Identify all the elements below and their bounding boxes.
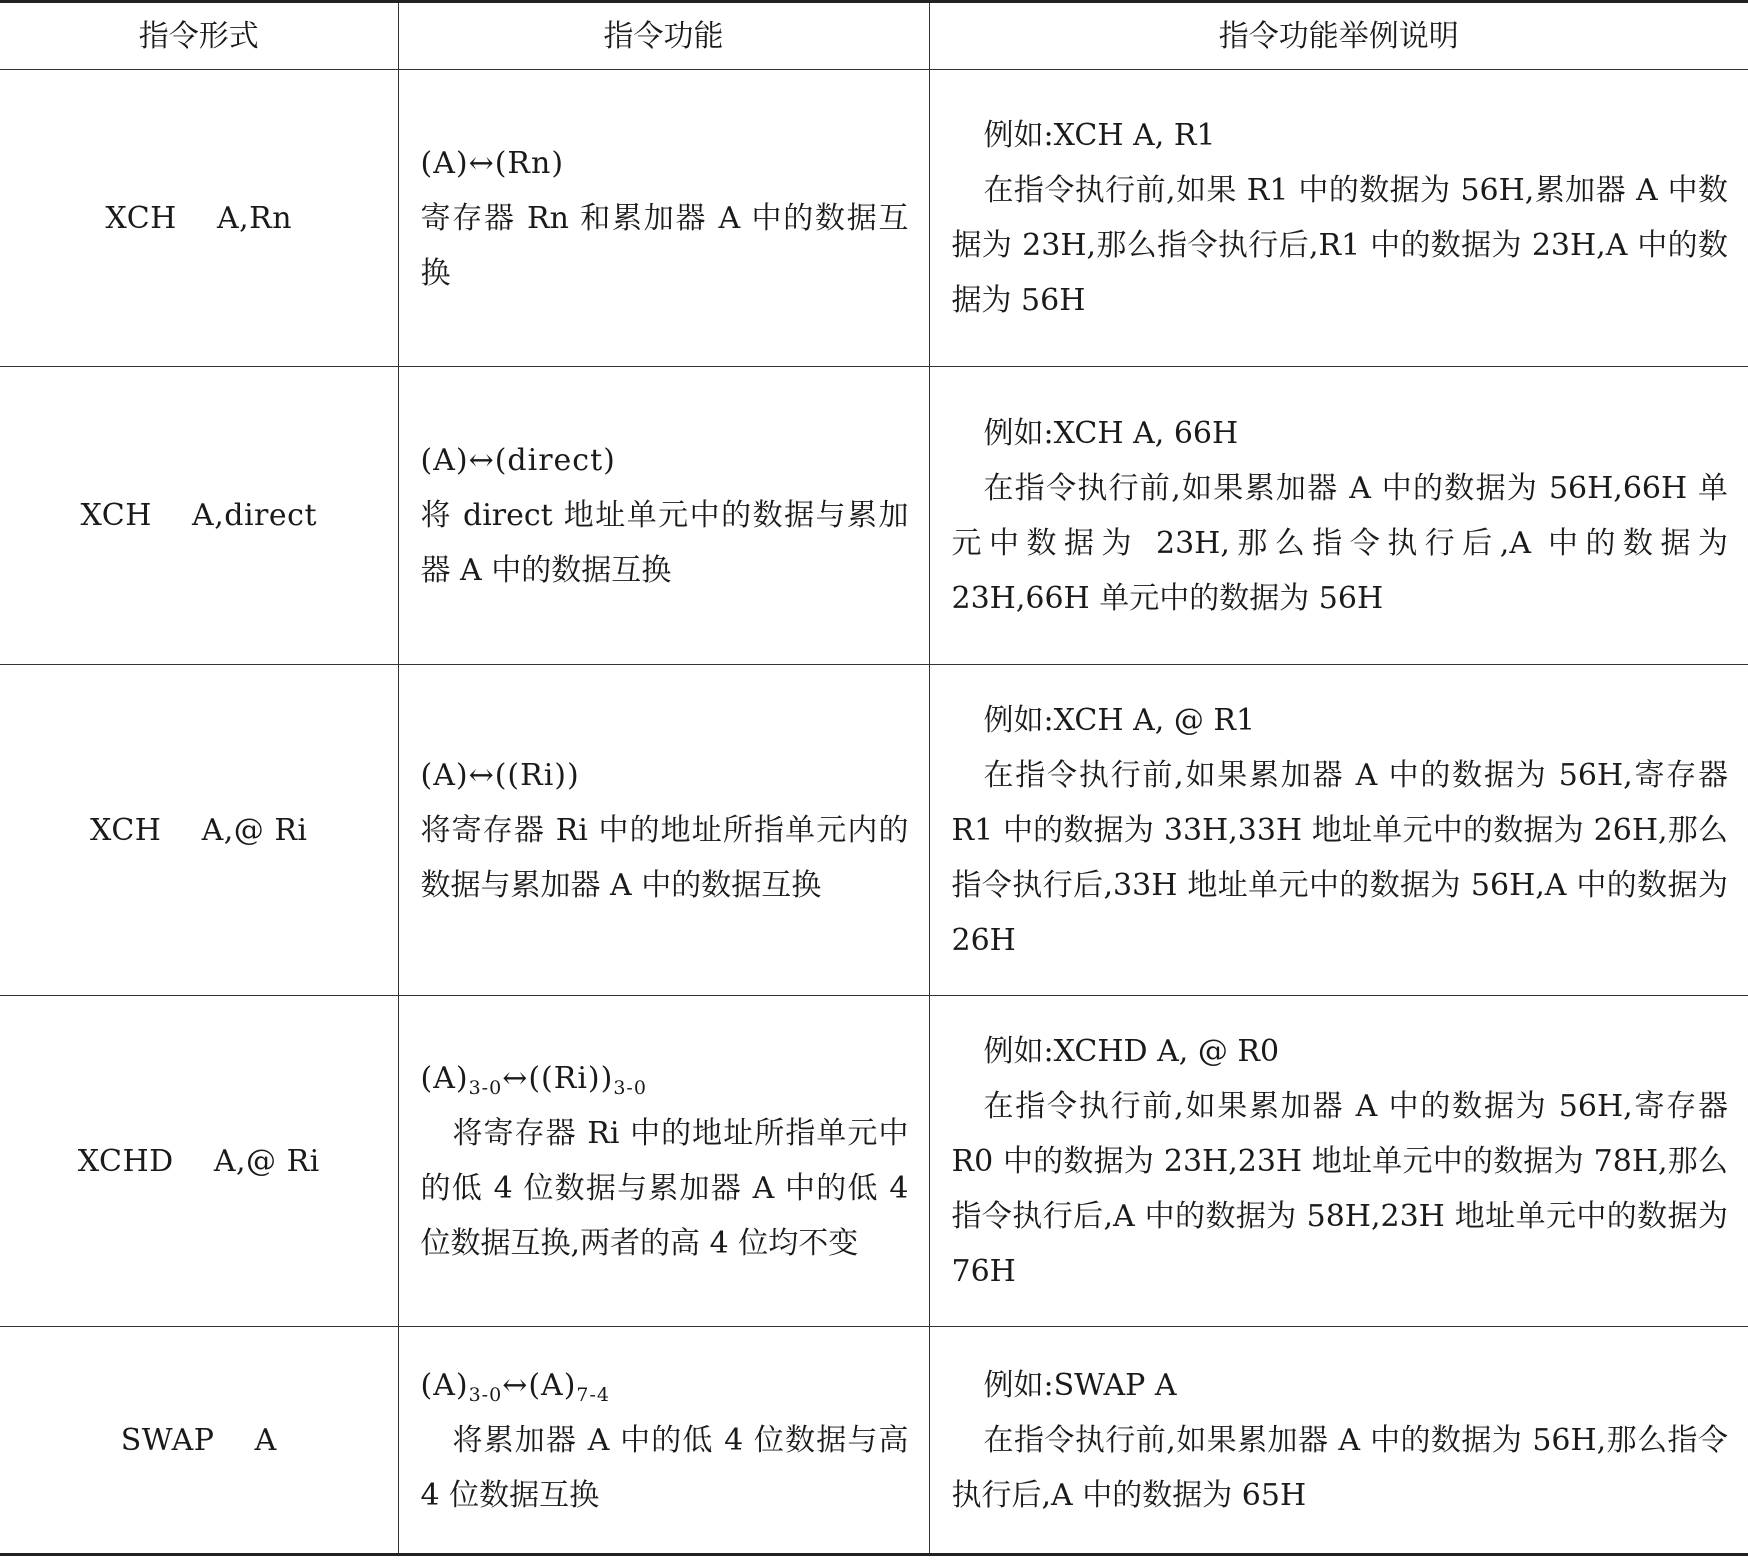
expr-main: (A)	[420, 1367, 469, 1403]
instruction-form-cell: XCHD A,@ Ri	[0, 996, 398, 1327]
instruction-form-cell: SWAP A	[0, 1327, 398, 1555]
instruction-form-cell: XCH A,direct	[0, 367, 398, 665]
function-expression: (A)↔(Rn)	[420, 145, 565, 181]
function-expression	[421, 1358, 909, 1413]
function-description: 将寄存器 Ri 中的地址所指单元内的数据与累加器 A 中的数据互换	[420, 812, 909, 903]
instruction-function-cell	[398, 665, 929, 996]
function-expression: (A)↔(direct)	[420, 443, 616, 478]
expr-middle: ↔(A)	[502, 1367, 577, 1403]
instruction-example-cell	[929, 996, 1748, 1327]
expr-middle: ↔((Ri))	[502, 1061, 614, 1096]
instruction-form-cell: XCH A,Rn	[0, 70, 398, 367]
example-title: 例如:XCH A, @ R1	[983, 702, 1256, 738]
instruction-function-cell	[398, 1327, 929, 1555]
function-expression	[421, 1051, 909, 1106]
expr-main: (A)	[420, 1061, 469, 1096]
function-description: 寄存器 Rn 和累加器 A 中的数据互换	[420, 200, 909, 291]
table-row	[0, 665, 1748, 996]
instruction-example-cell	[929, 70, 1748, 367]
example-text: 在指令执行前,如果累加器 A 中的数据为 56H,那么指令执行后,A 中的数据为 65H	[951, 1422, 1728, 1513]
example-title: 例如:SWAP A	[983, 1367, 1177, 1403]
instruction-example-cell	[929, 665, 1748, 996]
header-instruction-example: 指令功能举例说明	[929, 2, 1748, 70]
table-row	[0, 1327, 1748, 1555]
function-description: 将寄存器 Ri 中的地址所指单元中的低 4 位数据与累加器 A 中的低 4 位数据互换,两者的高 4 位均不变	[420, 1116, 909, 1261]
table-row	[0, 367, 1748, 665]
instruction-example-cell	[929, 1327, 1748, 1555]
instruction-function-cell	[398, 996, 929, 1327]
example-text: 在指令执行前,如果 R1 中的数据为 56H,累加器 A 中数据为 23H,那么指令执行后,R1 中的数据为 23H,A 中的数据为 56H	[951, 173, 1728, 318]
table-row	[0, 996, 1748, 1327]
expr-subscript-target: 3-0	[613, 1077, 647, 1099]
example-title: 例如:XCHD A, @ R0	[983, 1033, 1280, 1069]
example-title: 例如:XCH A, R1	[983, 118, 1216, 153]
instruction-example-cell	[929, 367, 1748, 665]
function-description: 将 direct 地址单元中的数据与累加器 A 中的数据互换	[420, 498, 909, 588]
instruction-form-cell: XCH A,@ Ri	[0, 665, 398, 996]
function-expression: (A)↔((Ri))	[420, 757, 580, 793]
table-header-row	[0, 2, 1748, 70]
header-instruction-form: 指令形式	[0, 2, 398, 70]
expr-subscript-low: 3-0	[468, 1383, 503, 1406]
example-title: 例如:XCH A, 66H	[983, 415, 1239, 451]
example-text: 在指令执行前,如果累加器 A 中的数据为 56H,66H 单元中数据为 23H,那么指令执行后,A 中的数据为 23H,66H 单元中的数据为 56H	[951, 470, 1728, 616]
header-instruction-function: 指令功能	[398, 2, 929, 70]
expr-subscript-low: 3-0	[468, 1077, 503, 1099]
example-text: 在指令执行前,如果累加器 A 中的数据为 56H,寄存器 R0 中的数据为 23H,23H 地址单元中的数据为 78H,那么指令执行后,A 中的数据为 58H,23H 地址单元中的数据为 76H	[951, 1088, 1728, 1289]
instruction-function-cell	[398, 70, 929, 367]
function-description: 将累加器 A 中的低 4 位数据与高 4 位数据互换	[420, 1422, 909, 1513]
table-row	[0, 70, 1748, 367]
example-text: 在指令执行前,如果累加器 A 中的数据为 56H,寄存器 R1 中的数据为 33H,33H 地址单元中的数据为 26H,那么指令执行后,33H 地址单元中的数据为 56H,A 中的数据为 26H	[951, 757, 1728, 958]
instruction-function-cell	[398, 367, 929, 665]
expr-subscript-high: 7-4	[576, 1383, 611, 1406]
